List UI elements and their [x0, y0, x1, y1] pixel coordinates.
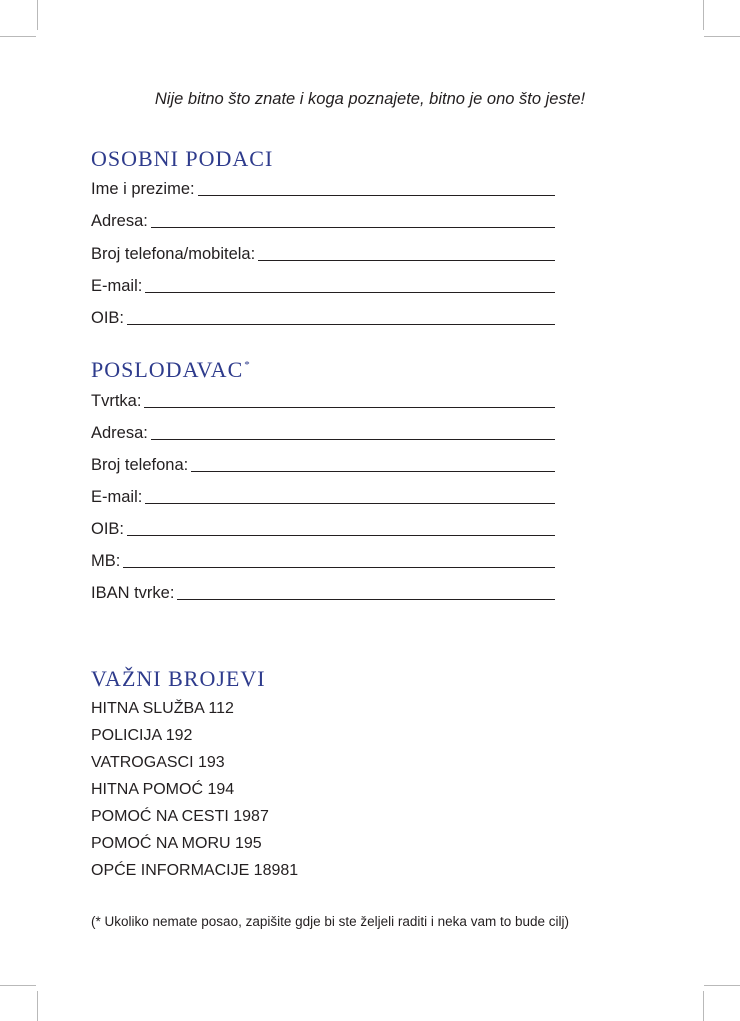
write-line	[123, 566, 555, 568]
field-label: Adresa:	[91, 424, 148, 442]
list-item: HITNA SLUŽBA 112	[91, 700, 234, 717]
list-item: OPĆE INFORMACIJE 18981	[91, 862, 299, 879]
write-line	[177, 598, 555, 600]
field-label: E-mail:	[91, 488, 143, 506]
list-item: POLICIJA 192	[91, 727, 193, 744]
field-label: E-mail:	[91, 277, 143, 295]
field-label: Broj telefona:	[91, 456, 189, 474]
company-field[interactable]	[91, 389, 555, 411]
company-iban-field[interactable]	[91, 581, 555, 603]
name-field[interactable]	[91, 177, 555, 199]
field-label: Adresa:	[91, 212, 148, 230]
write-line	[145, 502, 555, 504]
crop-mark	[704, 36, 740, 37]
crop-mark	[37, 0, 38, 30]
write-line	[151, 226, 555, 228]
field-label: Tvrtka:	[91, 392, 142, 410]
field-label: IBAN tvrke:	[91, 584, 175, 602]
company-oib-field[interactable]	[91, 517, 555, 539]
important-numbers-heading-text: VAŽNI BROJEVI	[91, 666, 266, 691]
important-numbers-heading	[91, 666, 266, 692]
crop-mark	[703, 0, 704, 30]
company-email-field[interactable]	[91, 485, 555, 507]
company-mb-field[interactable]	[91, 549, 555, 571]
personal-data-heading-text: OSOBNI PODACI	[91, 146, 274, 171]
list-item: VATROGASCI 193	[91, 754, 225, 771]
crop-mark	[0, 36, 36, 37]
list-item: HITNA POMOĆ 194	[91, 781, 235, 798]
oib-field[interactable]	[91, 306, 555, 328]
list-item: POMOĆ NA CESTI 1987	[91, 808, 269, 825]
list-item: POMOĆ NA MORU 195	[91, 835, 262, 852]
write-line	[127, 323, 555, 325]
footnote-marker: *	[244, 359, 251, 371]
write-line	[198, 194, 555, 196]
crop-mark	[0, 985, 36, 986]
field-label: MB:	[91, 552, 121, 570]
crop-mark	[703, 991, 704, 1021]
employer-heading	[91, 357, 251, 383]
personal-data-heading	[91, 146, 273, 172]
important-numbers-list	[91, 698, 298, 887]
field-label: Broj telefona/mobitela:	[91, 245, 256, 263]
field-label: OIB:	[91, 520, 125, 538]
company-address-field[interactable]	[91, 421, 555, 443]
address-field[interactable]	[91, 209, 555, 231]
field-label: Ime i prezime:	[91, 180, 195, 198]
write-line	[151, 438, 555, 440]
write-line	[145, 291, 555, 293]
write-line	[144, 406, 555, 408]
write-line	[258, 259, 555, 261]
motto-quote: Nije bitno što znate i koga poznajete, bitno je ono što jeste!	[154, 90, 586, 108]
write-line	[127, 534, 555, 536]
footnote: (* Ukoliko nemate posao, zapišite gdje bi ste željeli raditi i neka vam to bude cilj)	[91, 914, 569, 929]
crop-mark	[37, 991, 38, 1021]
write-line	[191, 470, 555, 472]
field-label: OIB:	[91, 309, 125, 327]
employer-heading-text: POSLODAVAC	[91, 357, 244, 382]
email-field[interactable]	[91, 274, 555, 296]
company-phone-field[interactable]	[91, 453, 555, 475]
phone-field[interactable]	[91, 242, 555, 264]
crop-mark	[704, 985, 740, 986]
